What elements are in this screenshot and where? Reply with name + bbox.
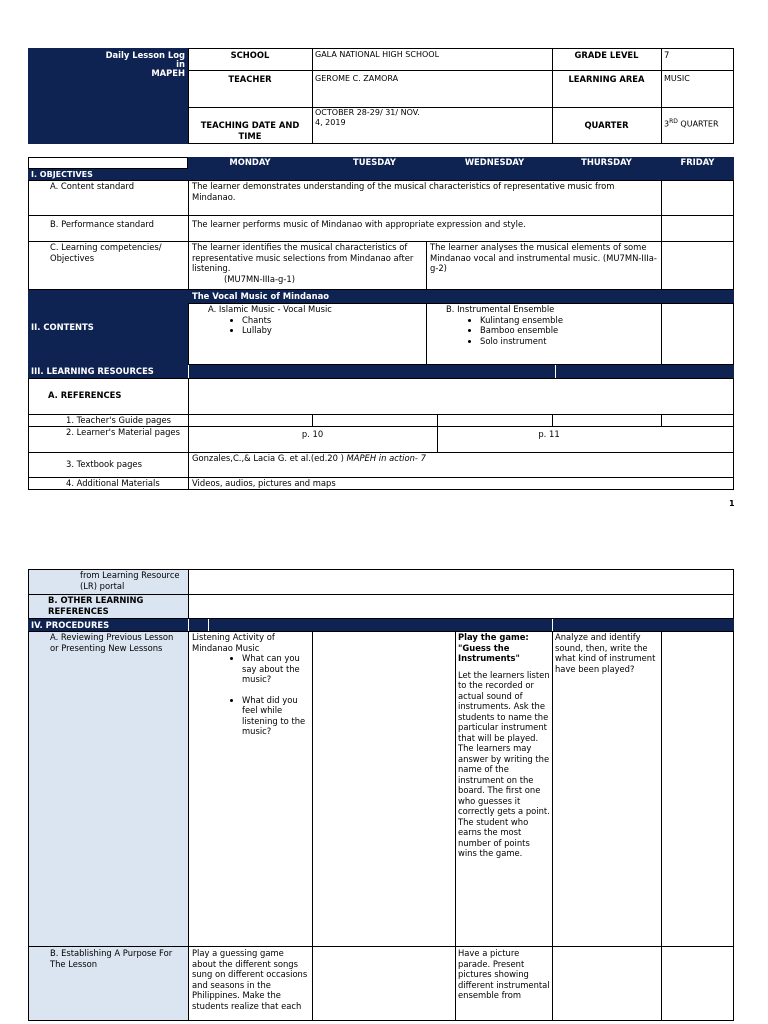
- day-tuesday: TUESDAY: [353, 157, 396, 167]
- school-label: SCHOOL: [230, 50, 270, 60]
- quarter-value: [664, 118, 719, 130]
- procedure-b-monday: Play a guessing game about the different songs sung on different occasions and seasons in the Philippines. Make the students realize that each: [192, 948, 308, 1011]
- contents-a: [196, 304, 424, 336]
- contents-b: [434, 304, 660, 346]
- list-item: • Kulintang ensemble: [480, 315, 660, 326]
- contents-heading: II. CONTENTS: [31, 322, 94, 332]
- contents-a-title: A. Islamic Music - Vocal Music: [208, 304, 332, 314]
- competencies-label: C. Learning competencies/ Objectives: [50, 242, 162, 263]
- quarter-num: 3: [664, 119, 670, 129]
- additional-materials-value: Videos, audios, pictures and maps: [192, 478, 336, 488]
- game-title-1: Play the game:: [458, 632, 529, 642]
- day-friday: FRIDAY: [680, 157, 715, 167]
- contents-b-list: [434, 315, 660, 347]
- procedure-a-thursday: Analyze and identify sound, then, write the what kind of instrument have been played?: [555, 632, 656, 674]
- dll-line2: in: [176, 58, 185, 69]
- procedure-a-label: A. Reviewing Previous Lesson or Presenting New Lessons: [50, 632, 174, 653]
- objectives-heading: I. OBJECTIVES: [28, 169, 734, 180]
- competencies-text-1: [192, 242, 424, 284]
- content-standard-text: The learner demonstrates understanding of the musical characteristics of representative music from Mindanao.: [192, 181, 615, 202]
- other-references-label: B. OTHER LEARNING REFERENCES: [48, 595, 144, 616]
- competencies-text-2: The learner analyses the musical elements of some Mindanao vocal and instrumental music. (MU7MN-IIIa-g-2): [430, 242, 657, 273]
- textbook-title: MAPEH in action- 7: [346, 453, 426, 463]
- list-item: • What can you say about the music?: [242, 653, 310, 685]
- day-thursday: THURSDAY: [581, 157, 632, 167]
- procedure-b-label: B. Establishing A Purpose For The Lesson: [50, 948, 173, 969]
- grade-label: GRADE LEVEL: [574, 50, 639, 60]
- procedures-heading: IV. PROCEDURES: [28, 619, 734, 631]
- teachers-guide-label: 1. Teacher's Guide pages: [66, 415, 171, 425]
- references-label: A. REFERENCES: [48, 390, 122, 400]
- textbook-citation: Gonzales,C.,& Lacia G. et al.(ed.20 ): [192, 453, 344, 463]
- contents-a-list: [196, 315, 424, 336]
- date-label: TEACHING DATE AND TIME: [200, 120, 300, 141]
- competencies-desc-1: The learner identifies the musical characteristics of representative music selections from Mindanao after listening.: [192, 242, 414, 273]
- content-standard-label: A. Content standard: [50, 181, 135, 191]
- contents-banner: The Vocal Music of Mindanao: [188, 290, 734, 303]
- game-title-2: "Guess the Instruments": [458, 642, 520, 663]
- learners-material-p10: p. 10: [301, 429, 324, 439]
- list-item: • Bamboo ensemble: [480, 325, 660, 336]
- area-value: MUSIC: [664, 74, 690, 83]
- game-description: Let the learners listen to the recorded or actual sound of instruments. Ask the students to name the particular instrument that will be played. The learners may answer by writing the name of the instrument on the board. The first one who guesses it correctly gets a point. The student who earns the most number of points wins the game.: [458, 669, 550, 858]
- procedure-a-monday-intro: Listening Activity of Mindanao Music: [192, 632, 275, 653]
- list-item: • Lullaby: [242, 325, 424, 336]
- procedure-a-monday: [192, 632, 310, 737]
- list-item: • Solo instrument: [480, 336, 660, 347]
- day-wednesday: WEDNESDAY: [464, 157, 525, 167]
- teacher-label: TEACHER: [228, 74, 272, 84]
- additional-materials-label: 4. Additional Materials: [66, 478, 160, 488]
- date-value: OCTOBER 28-29/ 31/ NOV. 4, 2019: [315, 108, 420, 127]
- list-item: • What did you feel while listening to the music?: [242, 695, 310, 737]
- dll-line1: Daily Lesson Log: [105, 50, 185, 60]
- contents-b-title: B. Instrumental Ensemble: [446, 304, 555, 314]
- list-item: • Chants: [242, 315, 424, 326]
- quarter-label: QUARTER: [584, 120, 629, 130]
- performance-standard-text: The learner performs music of Mindanao with appropriate expression and style.: [192, 219, 526, 229]
- learners-material-label: 2. Learner's Material pages: [66, 427, 180, 437]
- performance-standard-label: B. Performance standard: [50, 219, 154, 229]
- procedure-b-wednesday: Have a picture parade. Present pictures showing different instrumental ensemble from: [458, 948, 550, 1000]
- day-monday: MONDAY: [229, 157, 271, 167]
- procedure-a-wednesday: [458, 632, 550, 859]
- dll-line3: MAPEH: [151, 68, 185, 78]
- grade-value: 7: [664, 50, 670, 60]
- textbook-label: 3. Textbook pages: [66, 459, 142, 469]
- dll-title-box: [28, 48, 188, 144]
- page-number: 1: [729, 499, 735, 508]
- school-value: GALA NATIONAL HIGH SCHOOL: [315, 50, 440, 59]
- quarter-text: QUARTER: [677, 119, 719, 129]
- quarter-sup: RD: [669, 118, 678, 125]
- teacher-value: GEROME C. ZAMORA: [315, 74, 399, 83]
- resources-heading: III. LEARNING RESOURCES: [28, 365, 734, 378]
- learners-material-p11: p. 11: [538, 429, 560, 439]
- textbook-value: [192, 453, 652, 464]
- lr-portal-label: from Learning Resource (LR) portal: [80, 570, 180, 591]
- area-label: LEARNING AREA: [568, 74, 645, 84]
- procedure-a-monday-list: [192, 653, 310, 737]
- competencies-code-1: (MU7MN-IIIa-g-1): [224, 273, 295, 284]
